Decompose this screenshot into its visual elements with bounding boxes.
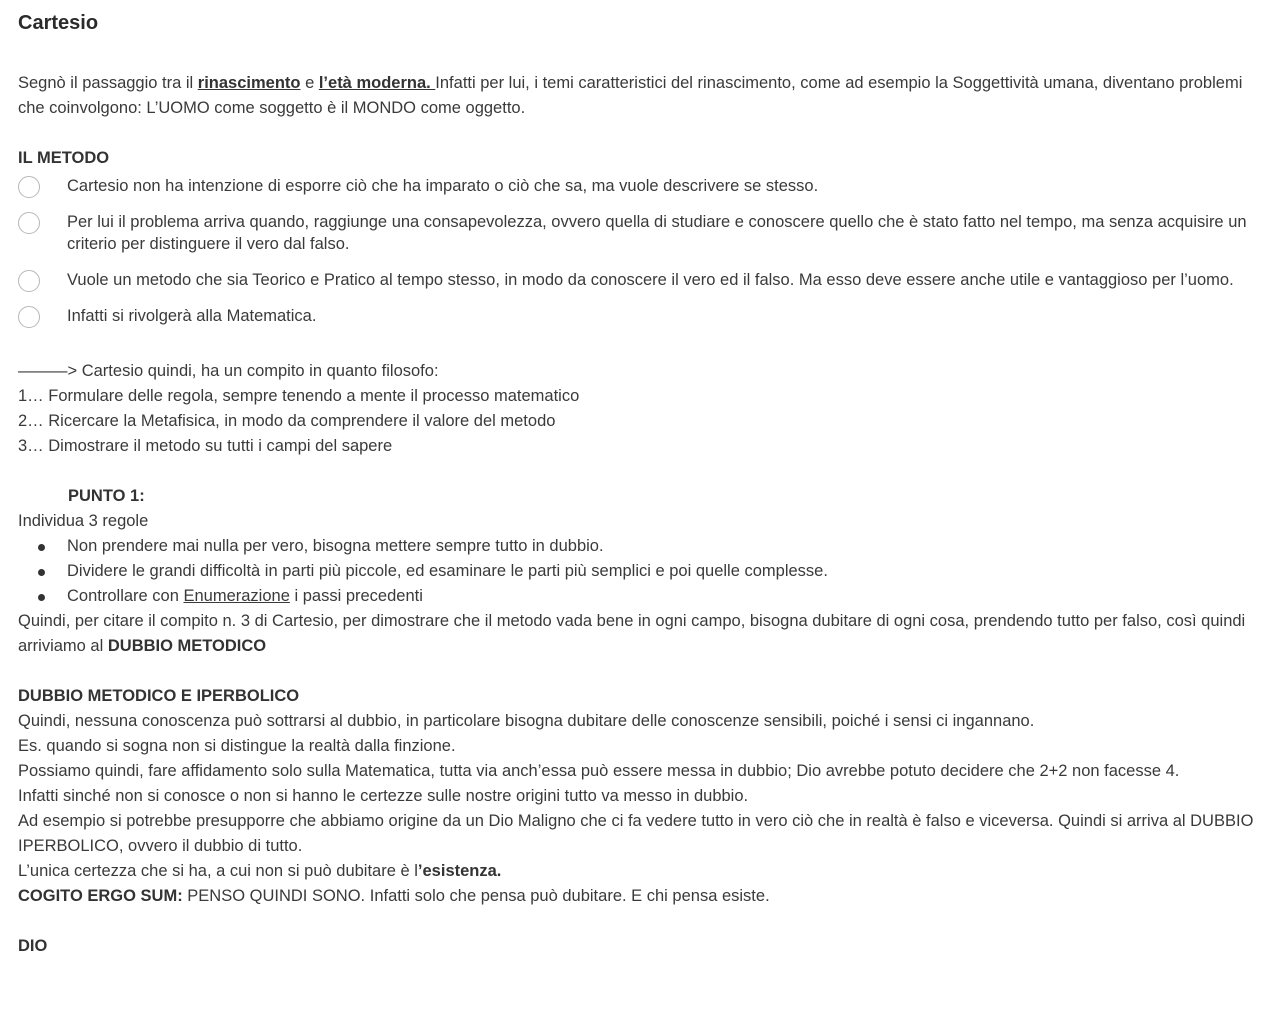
list-item xyxy=(18,584,1262,609)
bullet-icon xyxy=(38,544,45,551)
checklist-item-text: Infatti si rivolgerà alla Matematica. xyxy=(67,307,317,325)
checkbox-circle-icon[interactable] xyxy=(18,176,40,198)
list-item xyxy=(18,559,1262,584)
dubbio-line: Possiamo quindi, fare affidamento solo sulla Matematica, tutta via anch’essa può essere messa in dubbio; Dio avrebbe potuto decidere che 2+2 non facesse 4. xyxy=(18,762,1180,780)
spacer xyxy=(18,459,1262,484)
dubbio-line: Quindi, nessuna conoscenza può sottrarsi al dubbio, in particolare bisogna dubitare delle conoscenze sensibili, poiché i sensi ci ingannano. xyxy=(18,712,1035,730)
cogito-line xyxy=(18,884,1262,909)
intro-paragraph xyxy=(18,71,1262,121)
intro-text-1: Segnò il passaggio tra il xyxy=(18,74,198,92)
punto1-conclusion xyxy=(18,609,1262,659)
punto1-heading: PUNTO 1: xyxy=(68,487,145,505)
list-item-text: Dividere le grandi difficoltà in parti più piccole, ed esaminare le parti più semplici e poi quelle complesse. xyxy=(67,562,828,580)
list-item-text: Controllare con xyxy=(67,587,184,605)
bullet-icon xyxy=(38,569,45,576)
checklist-item xyxy=(18,175,1262,197)
checkbox-circle-icon[interactable] xyxy=(18,212,40,234)
metodo-checklist xyxy=(18,175,1262,327)
spacer xyxy=(18,327,1262,359)
compito-lead: ———> Cartesio quindi, ha un compito in quanto filosofo: xyxy=(18,362,439,380)
compito-line-1: 1… Formulare delle regola, sempre tenendo a mente il processo matematico xyxy=(18,387,580,405)
metodo-heading: IL METODO xyxy=(18,149,110,167)
bullet-icon xyxy=(38,594,45,601)
conclusion-text: Quindi, per citare il compito n. 3 di Cartesio, per dimostrare che il metodo vada bene in ogni campo, bisogna dubitare di ogni cosa, prendendo tutto per falso, così quindi arriviamo al xyxy=(18,612,1246,655)
cogito-text: PENSO QUINDI SONO. Infatti solo che pensa può dubitare. E chi pensa esiste. xyxy=(182,887,770,905)
certezza-line xyxy=(18,859,1262,884)
spacer xyxy=(18,38,1262,71)
eta-moderna-link[interactable]: l’età moderna. xyxy=(318,74,436,92)
enumerazione-link[interactable]: Enumerazione xyxy=(183,587,290,605)
spacer xyxy=(18,909,1262,934)
checklist-item xyxy=(18,305,1262,327)
rinascimento-link[interactable]: rinascimento xyxy=(197,74,301,92)
dubbio-heading: DUBBIO METODICO E IPERBOLICO xyxy=(18,687,300,705)
dubbio-line: Infatti sinché non si conosce o non si hanno le certezze sulle nostre origini tutto va messo in dubbio. xyxy=(18,787,749,805)
list-item xyxy=(18,534,1262,559)
checklist-item-text: Per lui il problema arriva quando, raggiunge una consapevolezza, ovvero quella di studiare e conoscere quello che è stato fatto nel tempo, ma senza acquisire un criterio per distinguere il vero dal falso. xyxy=(67,213,1247,253)
checklist-item-text: Cartesio non ha intenzione di esporre ciò che ha imparato o ciò che sa, ma vuole descrivere se stesso. xyxy=(67,177,819,195)
list-item-text: Non prendere mai nulla per vero, bisogna mettere sempre tutto in dubbio. xyxy=(67,537,604,555)
dio-heading: DIO xyxy=(18,937,48,955)
regole-list xyxy=(18,534,1262,609)
checkbox-circle-icon[interactable] xyxy=(18,270,40,292)
cogito-bold: COGITO ERGO SUM: xyxy=(18,887,183,905)
compito-line-3: 3… Dimostrare il metodo su tutti i campi del sapere xyxy=(18,437,393,455)
spacer xyxy=(18,121,1262,146)
certezza-bold: ’esistenza. xyxy=(417,862,502,880)
conclusion-bold: DUBBIO METODICO xyxy=(107,637,267,655)
note-title: Cartesio xyxy=(18,12,99,34)
compito-line-2: 2… Ricercare la Metafisica, in modo da comprendere il valore del metodo xyxy=(18,412,556,430)
intro-text-2: e xyxy=(300,74,319,92)
dubbio-line: Ad esempio si potrebbe presupporre che abbiamo origine da un Dio Maligno che ci fa vedere tutto in vero ciò che in realtà è falso e viceversa. Quindi si arriva al DUBBIO IPERBOLICO, ovvero il dubbio di tutto. xyxy=(18,812,1254,855)
checklist-item xyxy=(18,269,1262,291)
list-item-text: i passi precedenti xyxy=(289,587,423,605)
spacer xyxy=(18,659,1262,684)
checklist-item xyxy=(18,211,1262,255)
checkbox-circle-icon[interactable] xyxy=(18,306,40,328)
checklist-item-text: Vuole un metodo che sia Teorico e Pratico al tempo stesso, in modo da conoscere il vero ed il falso. Ma esso deve essere anche utile e vantaggioso per l’uomo. xyxy=(67,271,1234,289)
certezza-text: L’unica certezza che si ha, a cui non si può dubitare è l xyxy=(18,862,418,880)
punto1-subtitle: Individua 3 regole xyxy=(18,512,149,530)
intro-text-3: Infatti per lui, i temi caratteristici del rinascimento, come ad esempio la Soggettività umana, diventano problemi che coinvolgono: L’UOMO come soggetto è il MONDO come oggetto. xyxy=(18,74,1243,117)
dubbio-line: Es. quando si sogna non si distingue la realtà dalla finzione. xyxy=(18,737,456,755)
